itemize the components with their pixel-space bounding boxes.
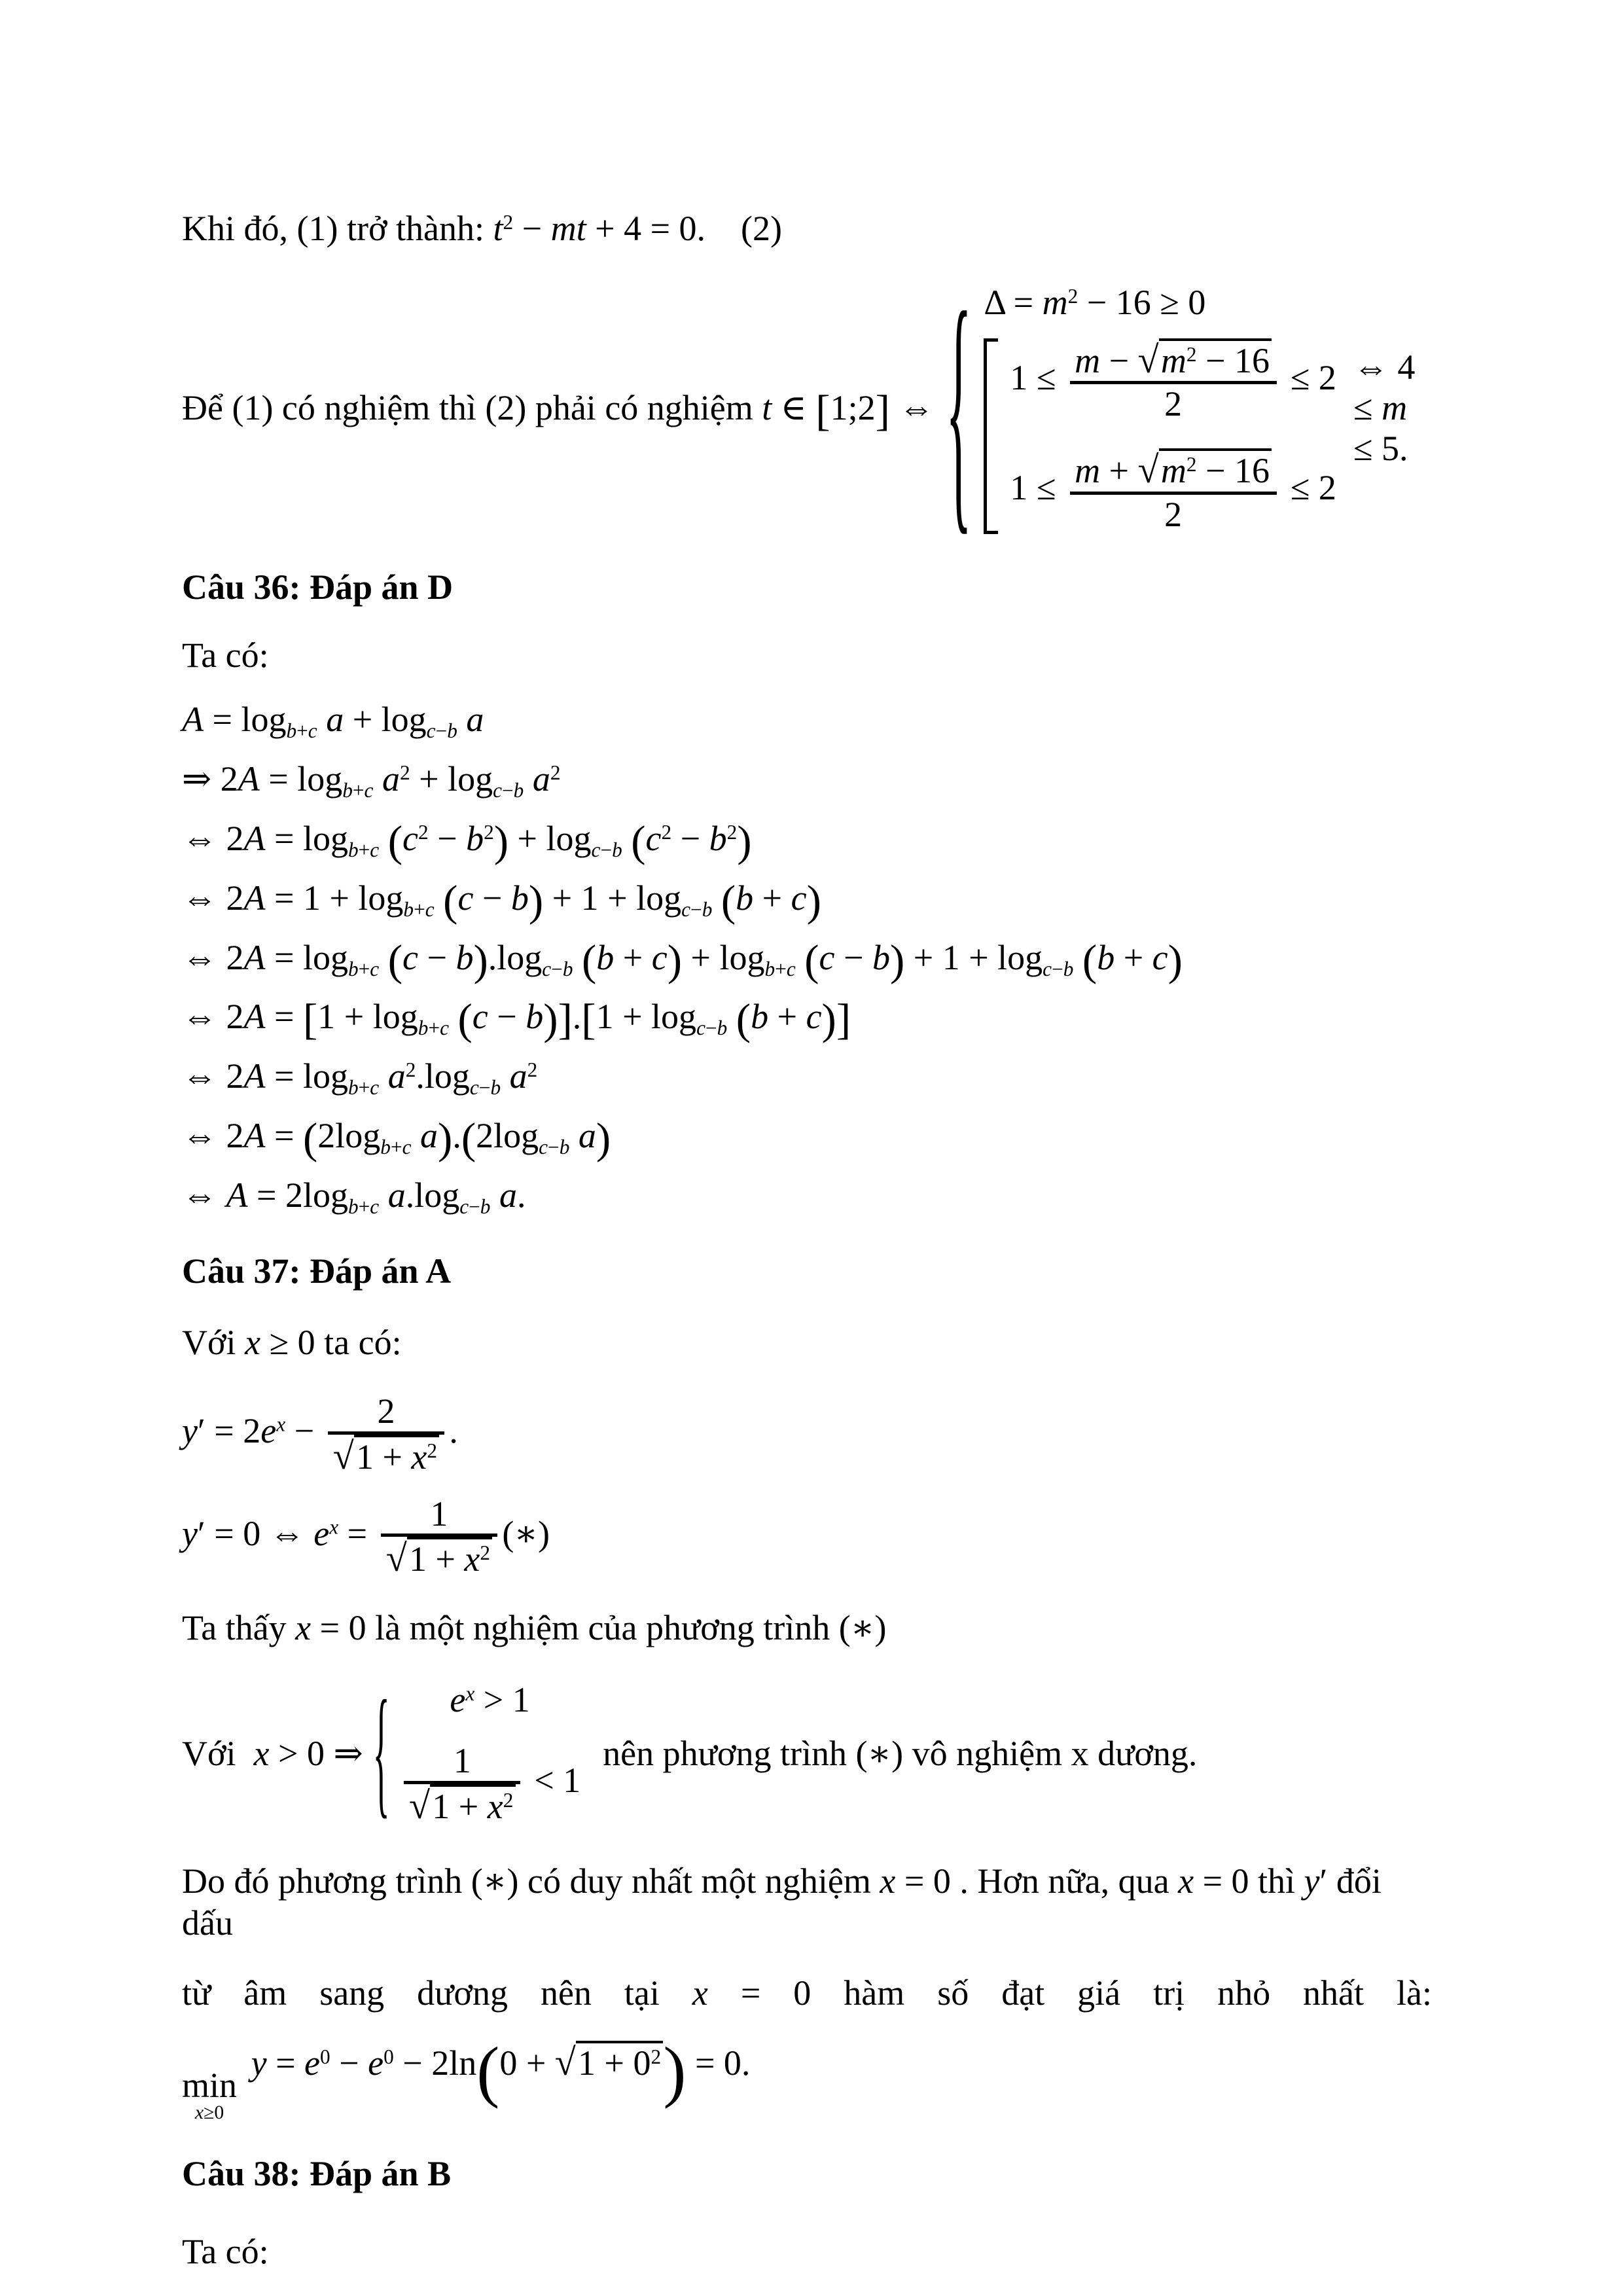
equation-line: ⇒ $2A = \log_{b+c} a^2 + \log_{c-b} a^2$ [182, 759, 561, 802]
left-square-bracket [984, 338, 998, 535]
system2-conclusion: nên phương trình (∗) vô nghiệm x dương. [603, 1733, 1198, 1773]
left-curly-brace: { [372, 1672, 390, 1832]
justified-paragraph: từ âm sang dương nên tại x = 0 hàm số đạt giá trị nhỏ nhất là: [182, 1973, 1432, 2013]
equation-line: ⇔ $2A = 1 + \log_{b+c} (c - b) + 1 + \log_{c-b} (b + c)$ [182, 876, 821, 925]
ta-thay-text: Ta thấy x = 0 là một nghiệm của phương trình (∗) [182, 1607, 887, 1647]
system2-conditions [399, 1679, 580, 1827]
bracket-conditions [1010, 338, 1336, 535]
equation-line: ⇔ $2A = (2\log_{b+c}$ $a).(2\log_{c-b}$ a) [182, 1114, 611, 1163]
equation-line: ⇔ $2A = \log_{b+c} (c - b).\log_{c-b}$ $(b + c) + \log_{b+c} (c - b) + 1 + \log_{c-b} (b + c)$ [182, 936, 1183, 985]
paragraph-khi-do: Khi đó, (1) trở thành: $t^2$ − mt + 4 = 0. (2) [182, 209, 782, 248]
equation-line: ⇔ $2A = [1 + \log_{b+c} (c - b)].[1 + \log_{c-b} (b + c)]$ [182, 996, 851, 1045]
condition-fraction: $\frac{1}{√1 + x^2}$ < 1 [399, 1741, 580, 1827]
left-curly-brace: { [946, 258, 972, 558]
equation-line: ⇔ $2A = \log_{b+c} a^2.\log_{c-b}$ $a^2$ [182, 1056, 538, 1100]
cau-37-heading: Câu 37: Đáp án A [182, 1251, 452, 1291]
bracket-group [984, 338, 1336, 535]
ta-co-label-38: Ta có: [182, 2232, 269, 2272]
inequality-1: 1 ≤ $\frac{m - √m^2 - 16}{2}$ ≤ 2 [1010, 338, 1336, 423]
system2-lead-text: Với x > 0 ⇒ [182, 1733, 363, 1773]
min-equation: min x≥0 $y = e^0 - e^0 - 2\ln(0 + √1 + 0^2) = 0$. [182, 2032, 751, 2123]
condition-system-row [182, 258, 1432, 558]
cau-36-heading: Câu 36: Đáp án D [182, 567, 454, 607]
x-positive-system-row [182, 1672, 1432, 1832]
derivative-equation: $y' = 2e^x$ − $\frac{2}{√1 + x^2}$ . [182, 1391, 458, 1477]
voi-x-intro: Với x ≥ 0 ta có: [182, 1323, 402, 1363]
system-result: ⇔ 4 ≤ m ≤ 5. [1353, 347, 1416, 468]
condition-ex: $e^x > 1$ [450, 1680, 530, 1720]
ta-co-label-36: Ta có: [182, 635, 269, 675]
derivative-zero-equation: y′ = 0 ⇔ $e^x$ = $\frac{1}{√1 + x^2}$ (∗) [182, 1494, 550, 1580]
do-do-paragraph: Do đó phương trình (∗) có duy nhất một nghiệm x = 0 . Hơn nữa, qua x = 0 thì y′ đổi dấu [182, 1861, 1382, 1943]
equation-line: $A = \log_{b+c} a + \log_{c-b} a$ [182, 700, 484, 743]
system-conditions [984, 281, 1336, 534]
inequality-2: 1 ≤ $\frac{m + √m^2 - 16}{2}$ ≤ 2 [1010, 448, 1336, 534]
cau-38-heading: Câu 38: Đáp án B [182, 2153, 452, 2193]
delta-condition: $\Delta = m^2 - 16 \ge 0$ [984, 282, 1206, 322]
system-lead-text: Để (1) có nghiệm thì (2) phải có nghiệm t ∈ [1;2] ⇔ [182, 387, 935, 436]
equation-line: ⇔ $A = 2\log_{b+c}$ $a.\log_{c-b}$ a. [182, 1175, 526, 1218]
equation-line: ⇔ $2A = \log_{b+c} (c^2 - b^2) + \log_{c-b} (c^2 - b^2)$ [182, 817, 752, 866]
